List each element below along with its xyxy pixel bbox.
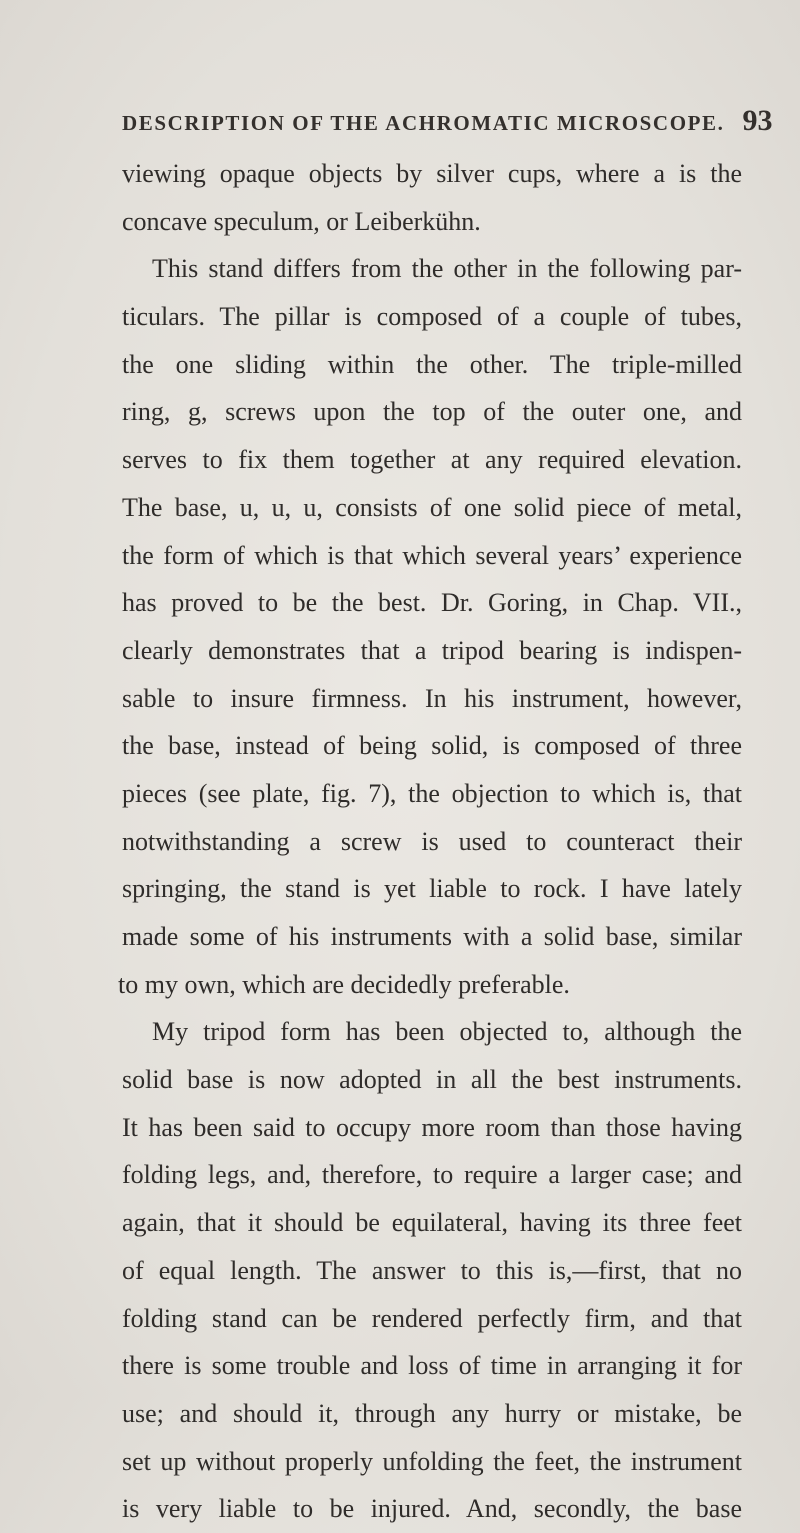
text-line: clearly demonstrates that a tripod bearing is indispen- xyxy=(122,635,742,665)
text-line: sable to insure firmness. In his instrument, however, xyxy=(122,683,742,713)
text-line: folding legs, and, therefore, to require a larger case; and xyxy=(122,1160,742,1190)
text-line: use; and should it, through any hurry or mistake, be xyxy=(122,1398,742,1428)
text-line: notwithstanding a screw is used to counteract their xyxy=(122,826,742,856)
text-line: folding stand can be rendered perfectly firm, and that xyxy=(122,1303,742,1333)
text-line: springing, the stand is yet liable to rock. I have lately xyxy=(122,874,742,904)
text-line: the form of which is that which several years’ experience xyxy=(122,540,742,570)
text-line: This stand differs from the other in the following par- xyxy=(152,254,742,284)
text-line: solid base is now adopted in all the best instruments. xyxy=(122,1065,742,1095)
text-line: ticulars. The pillar is composed of a couple of tubes, xyxy=(122,302,742,332)
text-line: The base, u, u, u, consists of one solid piece of metal, xyxy=(122,492,742,522)
text-line: My tripod form has been objected to, although the xyxy=(152,1017,742,1047)
text-line: is very liable to be injured. And, secondly, the base xyxy=(122,1494,742,1524)
running-head xyxy=(122,104,773,144)
text-line: viewing opaque objects by silver cups, where a is the xyxy=(122,159,742,188)
text-line: set up without properly unfolding the feet, the instrument xyxy=(122,1446,742,1476)
text-line: the one sliding within the other. The triple-milled xyxy=(122,349,742,379)
text-line: concave speculum, or Leiberkühn. xyxy=(122,206,481,236)
body-text xyxy=(118,150,742,1533)
text-line: there is some trouble and loss of time in arranging it for xyxy=(122,1351,742,1381)
text-line: the base, instead of being solid, is composed of three xyxy=(122,731,742,761)
text-line: to my own, which are decidedly preferable. xyxy=(118,969,570,999)
text-line: of equal length. The answer to this is,—first, that no xyxy=(122,1255,742,1285)
text-line: made some of his instruments with a solid base, similar xyxy=(122,922,742,951)
text-line: pieces (see plate, fig. 7), the objection to which is, that xyxy=(122,778,742,808)
text-line: has proved to be the best. Dr. Goring, in Chap. VII., xyxy=(122,588,742,618)
text-line: serves to fix them together at any required elevation. xyxy=(122,445,742,475)
text-line: It has been said to occupy more room than those having xyxy=(122,1112,742,1142)
text-line: again, that it should be equilateral, having its three feet xyxy=(122,1208,742,1238)
page-number: 93 xyxy=(742,104,773,137)
text-line: ring, g, screws upon the top of the outer one, and xyxy=(122,397,742,427)
running-head-title: DESCRIPTION OF THE ACHROMATIC MICROSCOPE. xyxy=(122,111,725,135)
